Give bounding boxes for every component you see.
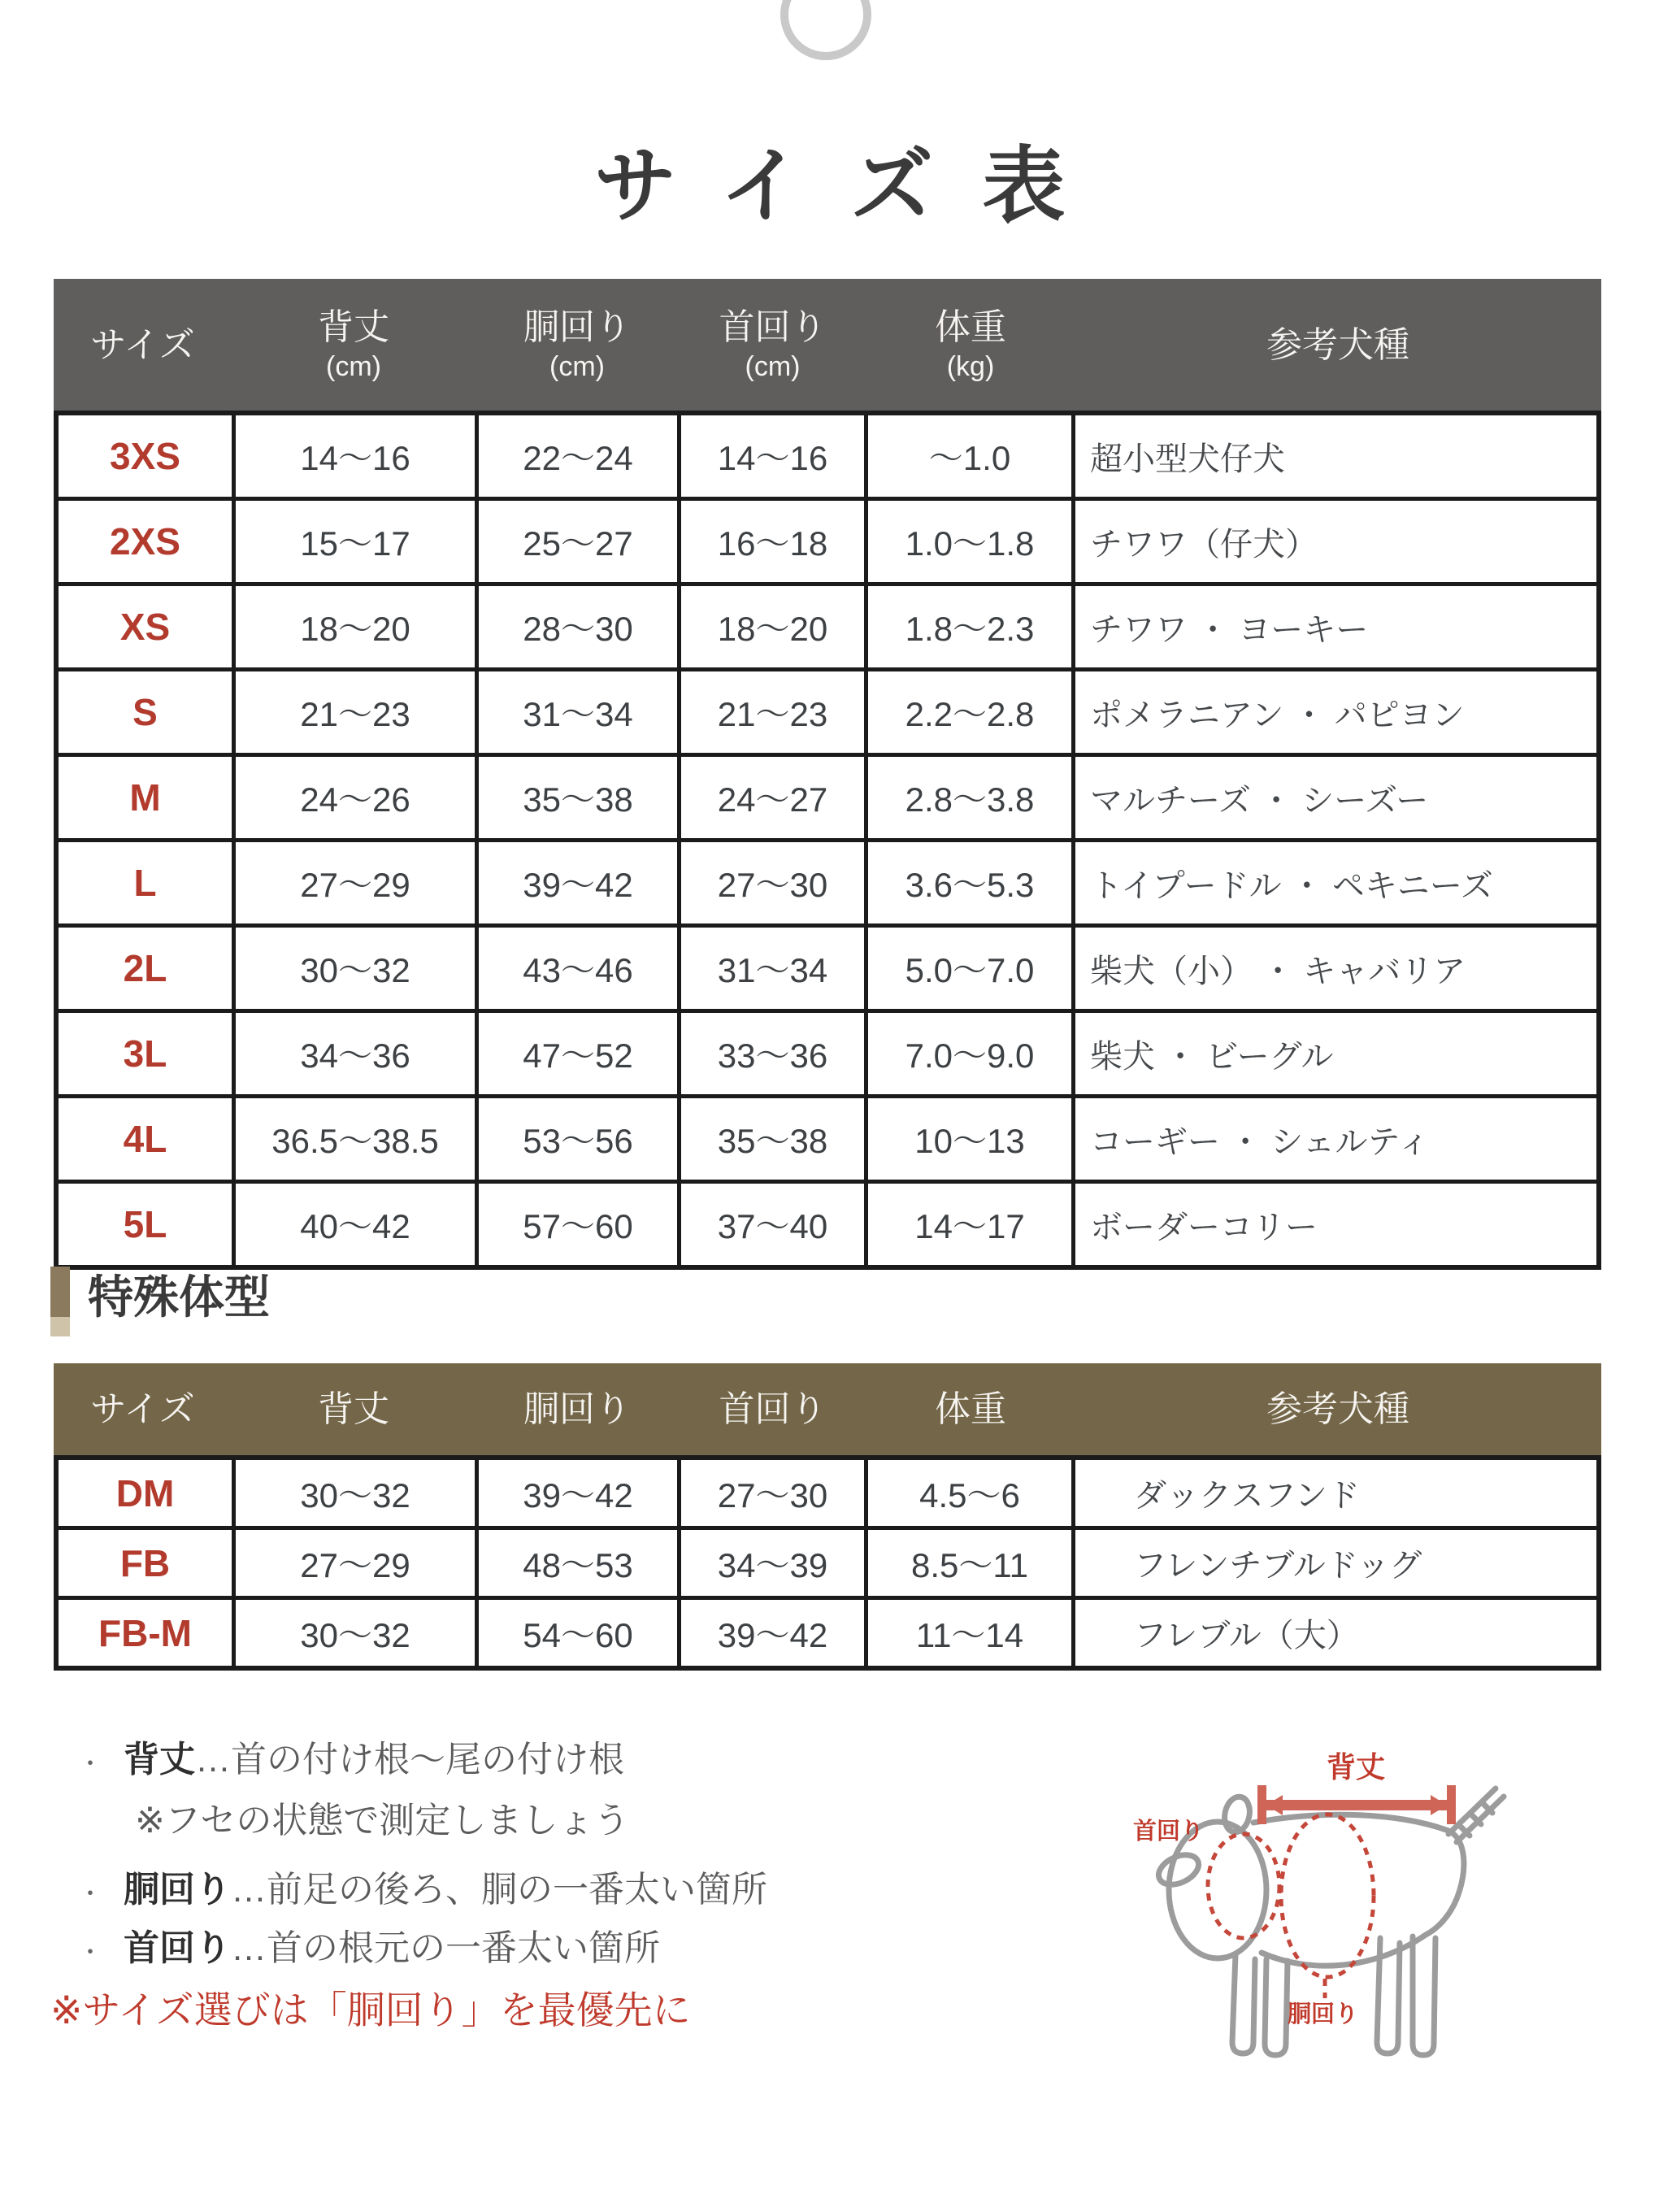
- cell-breeds: トイプードル ・ ペキニーズ: [1075, 842, 1596, 923]
- diagram-neck-label: 首回り: [1133, 1819, 1205, 1845]
- cell-back: 36.5～38.5: [236, 1098, 475, 1180]
- header-label: サイズ: [90, 1389, 195, 1429]
- chest-girth-ellipse: [1281, 1814, 1374, 1977]
- header-label: 背丈: [318, 1389, 389, 1429]
- dog-measurement-diagram: [1081, 1740, 1659, 2212]
- cell-neck: 14～16: [681, 415, 864, 497]
- cell-back: 30～32: [236, 928, 475, 1009]
- diagram-girth-label: 胴回り: [1288, 2001, 1359, 2027]
- special-section-title: 特殊体型: [88, 1271, 270, 1323]
- note-text: …首の付け根～尾の付け根: [195, 1740, 624, 1780]
- cell-breeds: コーギー ・ シェルティ: [1075, 1098, 1596, 1180]
- note-text: …首の根元の一番太い箇所: [231, 1928, 660, 1968]
- binder-ring-decoration: [780, 0, 871, 60]
- cell-neck: 33～36: [681, 1013, 864, 1094]
- cell-back: 30～32: [236, 1600, 475, 1666]
- cell-size: 3XS: [59, 415, 232, 497]
- cell-size: FB: [59, 1530, 232, 1596]
- header-label: 体重: [935, 1389, 1006, 1429]
- cell-girth: 39～42: [479, 1460, 677, 1526]
- header-neck: [679, 1363, 866, 1455]
- cell-size: 5L: [59, 1184, 232, 1265]
- cell-neck: 34～39: [681, 1530, 864, 1596]
- cell-back: 14～16: [236, 415, 475, 497]
- header-neck: [679, 279, 866, 411]
- cell-breeds: チワワ（仔犬）: [1075, 501, 1596, 582]
- cell-breeds: ポメラニアン ・ パピヨン: [1075, 671, 1596, 753]
- header-girth: [476, 1363, 679, 1455]
- cell-back: 15～17: [236, 501, 475, 582]
- header-girth: [476, 279, 679, 411]
- cell-girth: 35～38: [479, 757, 677, 838]
- cell-breeds: フレブル（大）: [1075, 1600, 1596, 1666]
- cell-breeds: ダックスフンド: [1075, 1460, 1596, 1526]
- note-measure-lying: [114, 1791, 629, 1843]
- cell-weight: 1.0～1.8: [868, 501, 1071, 582]
- cell-back: 34～36: [236, 1013, 475, 1094]
- header-label: 胴回り: [523, 1389, 631, 1429]
- cell-neck: 27～30: [681, 842, 864, 923]
- note-text: ※フセの状態で測定しましょう: [135, 1801, 630, 1840]
- note-term: 背丈: [124, 1740, 195, 1780]
- cell-weight: 5.0～7.0: [868, 928, 1071, 1009]
- cell-back: 30～32: [236, 1460, 475, 1526]
- section-accent-bar-light: [50, 1317, 70, 1336]
- cell-neck: 35～38: [681, 1098, 864, 1180]
- cell-breeds: 柴犬（小） ・ キャバリア: [1075, 928, 1596, 1009]
- cell-back: 18～20: [236, 586, 475, 667]
- cell-breeds: 超小型犬仔犬: [1075, 415, 1596, 497]
- cell-size: XS: [59, 586, 232, 667]
- cell-breeds: フレンチブルドッグ: [1075, 1530, 1596, 1596]
- cell-weight: 14～17: [868, 1184, 1071, 1265]
- cell-size: S: [59, 671, 232, 753]
- cell-neck: 27～30: [681, 1460, 864, 1526]
- cell-girth: 47～52: [479, 1013, 677, 1094]
- header-label: 背丈: [318, 307, 389, 348]
- header-label: 参考犬種: [1266, 324, 1409, 365]
- diagram-back-label: 背丈: [1326, 1750, 1386, 1784]
- note-girth: [78, 1860, 767, 1912]
- cell-size: 3L: [59, 1013, 232, 1094]
- note-neck: [78, 1919, 660, 1971]
- cell-back: 40～42: [236, 1184, 475, 1265]
- bullet-icon: ・: [78, 1751, 102, 1779]
- header-label: 首回り: [719, 1389, 827, 1429]
- cell-size: 2L: [59, 928, 232, 1009]
- cell-weight: 3.6～5.3: [868, 842, 1071, 923]
- bullet-icon: ・: [78, 1940, 102, 1967]
- header-label: 首回り: [719, 307, 827, 348]
- cell-girth: 43～46: [479, 928, 677, 1009]
- header-size: [54, 1363, 232, 1455]
- cell-weight: 1.8～2.3: [868, 586, 1071, 667]
- cell-neck: 37～40: [681, 1184, 864, 1265]
- header-back-length: [232, 1363, 476, 1455]
- cell-breeds: ボーダーコリー: [1075, 1184, 1596, 1265]
- cell-girth: 31～34: [479, 671, 677, 753]
- header-unit: (kg): [946, 351, 995, 383]
- header-label: サイズ: [90, 324, 195, 365]
- cell-girth: 48～53: [479, 1530, 677, 1596]
- size-table-header: [54, 279, 1601, 411]
- cell-neck: 24～27: [681, 757, 864, 838]
- cell-weight: 2.2～2.8: [868, 671, 1071, 753]
- header-label: 体重: [935, 307, 1006, 348]
- note-back-length: [78, 1730, 624, 1782]
- cell-size: 4L: [59, 1098, 232, 1180]
- header-back-length: [232, 279, 476, 411]
- cell-size: L: [59, 842, 232, 923]
- cell-weight: 10～13: [868, 1098, 1071, 1180]
- cell-weight: 4.5～6: [868, 1460, 1071, 1526]
- cell-size: 2XS: [59, 501, 232, 582]
- cell-weight: 8.5～11: [868, 1530, 1071, 1596]
- header-label: 参考犬種: [1266, 1389, 1409, 1429]
- cell-size: DM: [59, 1460, 232, 1526]
- header-breeds: [1075, 1363, 1601, 1455]
- cell-girth: 53～56: [479, 1098, 677, 1180]
- header-weight: [866, 279, 1075, 411]
- cell-girth: 25～27: [479, 501, 677, 582]
- cell-size: FB-M: [59, 1600, 232, 1666]
- cell-neck: 39～42: [681, 1600, 864, 1666]
- cell-girth: 39～42: [479, 842, 677, 923]
- size-priority-warning: ※サイズ選びは「胴回り」を最優先に: [50, 1988, 691, 2032]
- header-unit: (cm): [549, 351, 605, 383]
- measurement-overlays: [1133, 1750, 1456, 2027]
- cell-back: 27～29: [236, 1530, 475, 1596]
- section-accent-bar-dark: [50, 1267, 70, 1317]
- page-title: サイズ表: [593, 140, 1114, 232]
- cell-girth: 57～60: [479, 1184, 677, 1265]
- cell-girth: 28～30: [479, 586, 677, 667]
- cell-back: 24～26: [236, 757, 475, 838]
- cell-neck: 31～34: [681, 928, 864, 1009]
- cell-breeds: チワワ ・ ヨーキー: [1075, 586, 1596, 667]
- header-unit: (cm): [745, 351, 801, 383]
- cell-neck: 16～18: [681, 501, 864, 582]
- bullet-icon: ・: [78, 1881, 102, 1909]
- note-text: …前足の後ろ、胴の一番太い箇所: [231, 1870, 767, 1910]
- note-term: 首回り: [124, 1928, 231, 1968]
- cell-breeds: マルチーズ ・ シーズー: [1075, 757, 1596, 838]
- cell-size: M: [59, 757, 232, 838]
- note-term: 胴回り: [124, 1870, 231, 1910]
- cell-weight: ～1.0: [868, 415, 1071, 497]
- cell-weight: 11～14: [868, 1600, 1071, 1666]
- header-size: [54, 279, 232, 411]
- cell-neck: 21～23: [681, 671, 864, 753]
- size-table-body: [54, 411, 1601, 1270]
- header-label: 胴回り: [523, 307, 631, 348]
- cell-girth: 54～60: [479, 1600, 677, 1666]
- cell-weight: 7.0～9.0: [868, 1013, 1071, 1094]
- header-unit: (cm): [326, 351, 381, 383]
- header-breeds: [1075, 279, 1601, 411]
- cell-weight: 2.8～3.8: [868, 757, 1071, 838]
- special-table-header: [54, 1363, 1601, 1455]
- cell-girth: 22～24: [479, 415, 677, 497]
- cell-back: 27～29: [236, 842, 475, 923]
- cell-back: 21～23: [236, 671, 475, 753]
- special-table-body: [54, 1455, 1601, 1671]
- header-weight: [866, 1363, 1075, 1455]
- section-accent-bar: [50, 1267, 70, 1336]
- cell-neck: 18～20: [681, 586, 864, 667]
- cell-breeds: 柴犬 ・ ビーグル: [1075, 1013, 1596, 1094]
